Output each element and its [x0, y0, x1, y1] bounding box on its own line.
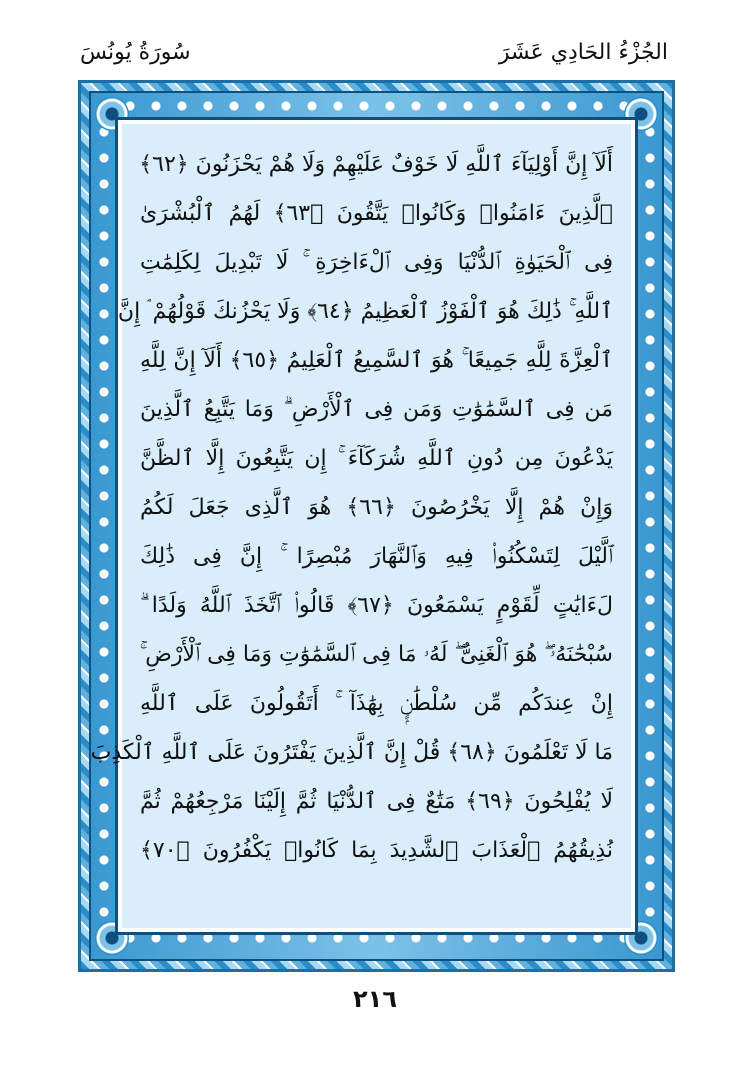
ayah-line: فِى ٱلْحَيَوٰةِ ٱلدُّنْيَا وَفِى ٱلْءَاخِرَةِ ۚ لَا تَبْدِيلَ لِكَلِمَٰتِ — [140, 250, 613, 275]
page-number: ٢١٦ — [353, 985, 397, 1013]
ayah-line: ٱلَّيْلَ لِتَسْكُنُوا۟ فِيهِ وَٱلنَّهَارَ مُبْصِرًا ۚ إِنَّ فِى ذَٰلِكَ — [140, 544, 613, 569]
ayah-line: نُذِيقُهُمُ ٱلْعَذَابَ ٱلشَّدِيدَ بِمَا كَانُوا۟ يَكْفُرُونَ ﴿٧٠﴾ — [140, 838, 613, 863]
ornamental-border-band — [89, 91, 664, 961]
ayah-line: لَا يُفْلِحُونَ ﴿٦٩﴾ مَتَٰعٌ فِى ٱلدُّنْيَا ثُمَّ إِلَيْنَا مَرْجِعُهُمْ ثُمَّ — [140, 789, 613, 814]
ayah-line: يَدْعُونَ مِن دُونِ ٱللَّهِ شُرَكَآءَ ۚ إِن يَتَّبِعُونَ إِلَّا ٱلظَّنَّ — [140, 446, 613, 471]
ayah-line: وَإِنْ هُمْ إِلَّا يَخْرُصُونَ ﴿٦٦﴾ هُوَ ٱلَّذِى جَعَلَ لَكُمُ — [140, 495, 613, 520]
ayah-line: مَا لَا تَعْلَمُونَ ﴿٦٨﴾ قُلْ إِنَّ ٱلَّذِينَ يَفْتَرُونَ عَلَى ٱللَّهِ ٱلْكَذِبَ — [90, 740, 613, 765]
ayah-line: أَلَآ إِنَّ أَوْلِيَآءَ ٱللَّهِ لَا خَوْفٌ عَلَيْهِمْ وَلَا هُمْ يَحْزَنُونَ ﴿٦٢﴾ — [139, 152, 613, 177]
ayah-line: ٱللَّهِ ۚ ذَٰلِكَ هُوَ ٱلْفَوْزُ ٱلْعَظِيمُ ﴿٦٤﴾ وَلَا يَحْزُنكَ قَوْلُهُمْ ۘ إِنَّ — [117, 299, 613, 324]
juz-name: الجُزْءُ الحَادِي عَشَرَ — [498, 40, 668, 65]
inner-border — [90, 117, 638, 935]
ayah-line: سُبْحَٰنَهُۥ ۖ هُوَ ٱلْغَنِىُّ ۖ لَهُۥ مَا فِى ٱلسَّمَٰوَٰتِ وَمَا فِى ٱلْأَرْضِ ۚ — [139, 642, 613, 667]
ayah-line: مَن فِى ٱلسَّمَٰوَٰتِ وَمَن فِى ٱلْأَرْضِ ۗ وَمَا يَتَّبِعُ ٱلَّذِينَ — [140, 397, 613, 422]
decorative-frame — [78, 80, 675, 972]
text-panel — [90, 124, 631, 928]
ayah-line: إِنْ عِندَكُم مِّن سُلْطَٰنٍۭ بِهَٰذَآ ۚ أَتَقُولُونَ عَلَى ٱللَّهِ — [140, 691, 613, 716]
ayah-line: ٱلْعِزَّةَ لِلَّهِ جَمِيعًا ۚ هُوَ ٱلسَّمِيعُ ٱلْعَلِيمُ ﴿٦٥﴾ أَلَآ إِنَّ لِلَّهِ — [140, 348, 613, 373]
ayah-line: ٱلَّذِينَ ءَامَنُوا۟ وَكَانُوا۟ يَتَّقُونَ ﴿٦٣﴾ لَهُمُ ٱلْبُشْرَىٰ — [140, 201, 613, 226]
ayah-line: لَءَايَٰتٍ لِّقَوْمٍ يَسْمَعُونَ ﴿٦٧﴾ قَالُوا۟ ٱتَّخَذَ ٱللَّهُ وَلَدًا ۗ — [140, 593, 613, 618]
surah-name: سُورَةُ يُونُسَ — [80, 40, 191, 65]
